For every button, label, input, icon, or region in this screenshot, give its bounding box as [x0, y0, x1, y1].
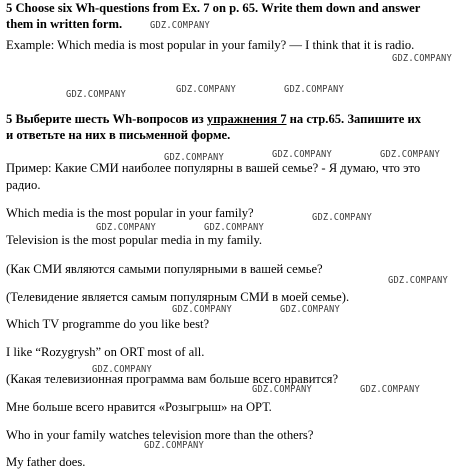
task-ru-line-2: и ответьте на них в письменной форме. [6, 128, 231, 142]
answer-line-10: My father does. [6, 455, 86, 469]
answer-line-5: Which TV programme do you like best? [6, 317, 210, 331]
watermark: GDZ.COMPANY [66, 89, 126, 100]
watermark: GDZ.COMPANY [144, 440, 204, 451]
watermark: GDZ.COMPANY [392, 53, 452, 64]
watermark: GDZ.COMPANY [164, 152, 224, 163]
task-ru-line-1-end: на стр.65. Запишите их [286, 112, 421, 126]
task-ru-line-1-start: 5 Выберите шесть Wh-вопросов из [6, 112, 207, 126]
answer-line-4: (Телевидение является самым популярным СМИ в моей семье). [6, 290, 350, 304]
watermark: GDZ.COMPANY [284, 84, 344, 95]
watermark: GDZ.COMPANY [172, 304, 232, 315]
watermark: GDZ.COMPANY [360, 384, 420, 395]
answer-line-3: (Как СМИ являются самыми популярными в вашей семье? [6, 262, 323, 276]
watermark: GDZ.COMPANY [380, 149, 440, 160]
watermark: GDZ.COMPANY [96, 222, 156, 233]
watermark: GDZ.COMPANY [272, 149, 332, 160]
task-en-line-1: 5 Choose six Wh-questions from Ex. 7 on p. 65. Write them down and answer [6, 1, 421, 15]
task-ru-line-1 [6, 112, 421, 127]
watermark: GDZ.COMPANY [280, 304, 340, 315]
watermark: GDZ.COMPANY [388, 275, 448, 286]
task-ru-example-line-2: радио. [6, 178, 41, 192]
exercise-link[interactable]: упражнения 7 [206, 112, 287, 126]
answer-line-8: Мне больше всего нравится «Розыгрыш» на ОРТ. [6, 400, 272, 414]
answer-line-7: (Какая телевизионная программа вам больше всего нравится? [6, 372, 339, 386]
watermark: GDZ.COMPANY [252, 384, 312, 395]
watermark: GDZ.COMPANY [92, 364, 152, 375]
task-en-line-2: them in written form. [6, 17, 123, 31]
watermark: GDZ.COMPANY [312, 212, 372, 223]
answer-line-1: Which media is the most popular in your family? [6, 206, 254, 220]
watermark: GDZ.COMPANY [204, 222, 264, 233]
watermark: GDZ.COMPANY [150, 20, 210, 31]
task-ru-example-line-1: Пример: Какие СМИ наиболее популярны в вашей семье? - Я думаю, что это [6, 161, 421, 175]
watermark: GDZ.COMPANY [176, 84, 236, 95]
answer-line-9: Who in your family watches television more than the others? [6, 428, 314, 442]
answer-line-2: Television is the most popular media in my family. [6, 233, 263, 247]
answer-line-6: I like “Rozygrysh” on ORT most of all. [6, 345, 205, 359]
task-en-example: Example: Which media is most popular in your family? — I think that it is radio. [6, 38, 415, 52]
